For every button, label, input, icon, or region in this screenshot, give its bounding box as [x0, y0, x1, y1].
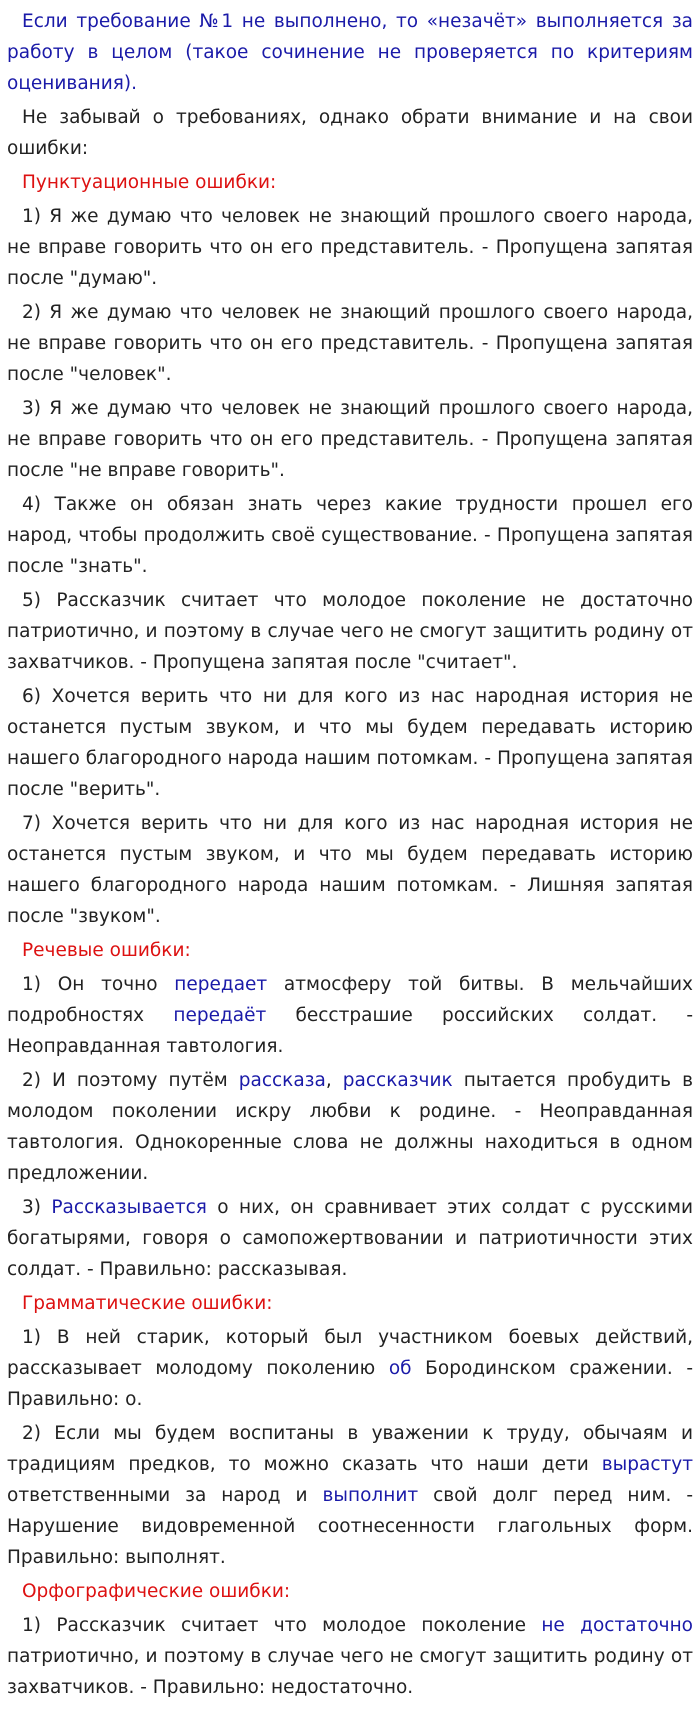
item-text: атмосферу той битвы. В мельчайших подробностях — [7, 974, 693, 1026]
item-text: о них, он сравнивает этих солдат с русскими богатырями, говоря о самопожертвовании и патриотичности этих солдат. - Правильно: рассказывая. — [7, 1197, 693, 1280]
highlighted-word: рассказчик — [342, 1070, 453, 1091]
speech-item — [7, 1192, 693, 1285]
highlighted-word: рассказа — [238, 1070, 326, 1091]
speech-item — [7, 1065, 693, 1189]
grammar-heading: Грамматические ошибки: — [22, 1293, 273, 1314]
highlighted-word: вырастут — [601, 1454, 693, 1475]
item-text: 3) — [22, 1197, 52, 1218]
item-text: патриотично, и поэтому в случае чего не смогут защитить родину от захватчиков. - Правильно: недостаточно. — [7, 1646, 693, 1698]
item-text: 1) Он точно — [22, 974, 175, 995]
highlighted-word: выполнит — [322, 1485, 419, 1506]
item-text: 1) В ней старик, который был участником боевых действий, рассказывает молодому поколению — [7, 1327, 693, 1379]
item-text: пытается пробудить в молодом поколении искру любви к родине. - Неоправданная тавтология. Однокоренные слова не должны находиться в одном предложении. — [7, 1070, 694, 1184]
highlighted-word: Рассказывается — [51, 1197, 207, 1218]
item-text: , — [325, 1070, 343, 1091]
item-text: ответственными за народ и — [7, 1485, 323, 1506]
item-text: 1) Рассказчик считает что молодое поколение — [22, 1615, 542, 1636]
punctuation-item: 4) Также он обязан знать через какие трудности прошел его народ, чтобы продолжить своё существование. - Пропущена запятая после "знать". — [7, 494, 693, 577]
requirement-note: Если требование №1 не выполнено, то «незачёт» выполняется за работу в целом (такое сочинение не проверяется по критериям оценивания). — [7, 11, 693, 94]
grammar-item — [7, 1322, 693, 1415]
spelling-item — [7, 1610, 693, 1703]
highlighted-word: не достаточно — [541, 1615, 693, 1636]
reminder-text: Не забывай о требованиях, однако обрати внимание и на свои ошибки: — [7, 107, 693, 159]
highlighted-word: об — [388, 1358, 412, 1379]
punctuation-item: 2) Я же думаю что человек не знающий прошлого своего народа, не вправе говорить что он его представитель. - Пропущена запятая после "человек". — [7, 302, 693, 385]
item-text: 2) И поэтому путём — [22, 1070, 239, 1091]
speech-heading: Речевые ошибки: — [22, 940, 191, 961]
speech-item — [7, 969, 693, 1062]
highlighted-word: передает — [174, 974, 268, 995]
punctuation-heading: Пунктуационные ошибки: — [22, 172, 277, 193]
punctuation-item: 6) Хочется верить что ни для кого из нас народная история не останется пустым звуком, и что мы будем передавать историю нашего благородного народа нашим потомкам. - Пропущена запятая после "верить". — [7, 686, 693, 800]
item-text: Бородинском сражении. - Правильно: о. — [7, 1358, 693, 1410]
item-text: свой долг перед ним. - Нарушение видовременной соотнесенности глагольных форм. Правильно: выполнят. — [7, 1485, 694, 1568]
punctuation-item: 3) Я же думаю что человек не знающий прошлого своего народа, не вправе говорить что он его представитель. - Пропущена запятая после "не вправе говорить". — [7, 398, 693, 481]
punctuation-item: 5) Рассказчик считает что молодое поколение не достаточно патриотично, и поэтому в случае чего не смогут защитить родину от захватчиков. - Пропущена запятая после "считает". — [7, 590, 693, 673]
item-text: 2) Если мы будем воспитаны в уважении к труду, обычаям и традициям предков, то можно сказать что наши дети — [7, 1423, 693, 1475]
grammar-item — [7, 1418, 693, 1573]
item-text: бесстрашие российских солдат. - Неоправданная тавтология. — [7, 1005, 693, 1057]
highlighted-word: передаёт — [173, 1005, 267, 1026]
punctuation-item: 1) Я же думаю что человек не знающий прошлого своего народа, не вправе говорить что он его представитель. - Пропущена запятая после "думаю". — [7, 206, 693, 289]
punctuation-item: 7) Хочется верить что ни для кого из нас народная история не останется пустым звуком, и что мы будем передавать историю нашего благородного народа нашим потомкам. - Лишняя запятая после "звуком". — [7, 813, 693, 927]
spelling-heading: Орфографические ошибки: — [22, 1581, 291, 1602]
